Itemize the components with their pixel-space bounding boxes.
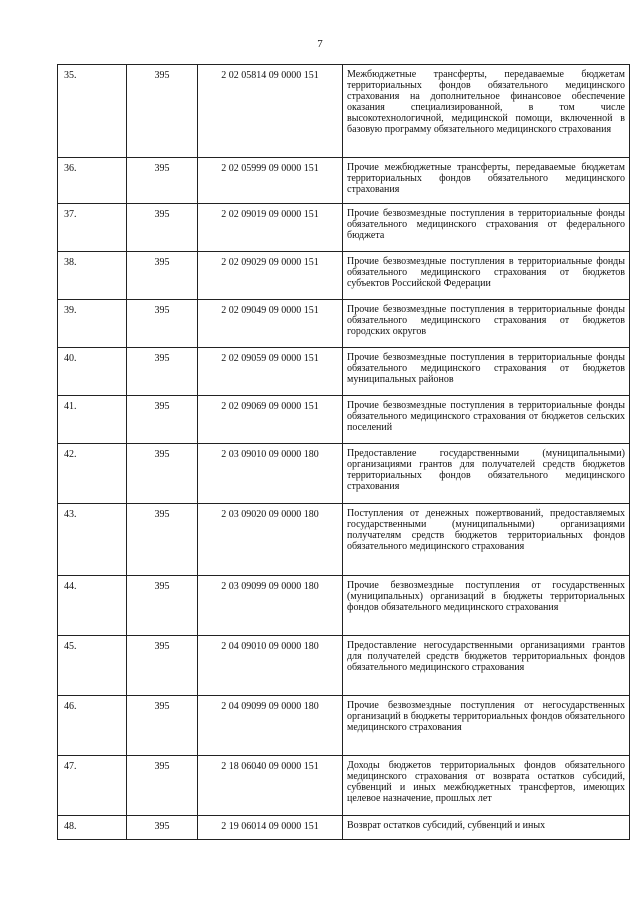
budget-classification-code: 2 04 09010 09 0000 180: [198, 636, 343, 696]
budget-classification-code: 2 02 09029 09 0000 151: [198, 252, 343, 300]
row-number: 44.: [58, 576, 127, 636]
revenue-description: Межбюджетные трансферты, передаваемые бюджетам территориальных фондов обязательного медицинского страхования на дополнительное финансовое обеспечение оказания специализированной, в том числе высокотехнологичной, медицинской помощи, включенной в базовую программу обязательного медицинского страхования: [343, 65, 630, 158]
row-number: 35.: [58, 65, 127, 158]
budget-classification-code: 2 03 09010 09 0000 180: [198, 444, 343, 504]
table-row: [58, 65, 630, 158]
revenue-description: Предоставление государственными (муниципальными) организациями грантов для получателей средств бюджетов территориальных фондов обязательного медицинского страхования: [343, 444, 630, 504]
admin-code: 395: [127, 816, 198, 840]
table-row: [58, 348, 630, 396]
budget-classification-code: 2 02 09059 09 0000 151: [198, 348, 343, 396]
table-row: [58, 576, 630, 636]
revenue-description: Прочие безвозмездные поступления в территориальные фонды обязательного медицинского страхования от бюджетов сельских поселений: [343, 396, 630, 444]
table-row: [58, 636, 630, 696]
revenue-description: Поступления от денежных пожертвований, предоставляемых государственными (муниципальными) организациями получателям средств бюджетов территориальных фондов обязательного медицинского страхования: [343, 504, 630, 576]
admin-code: 395: [127, 158, 198, 204]
admin-code: 395: [127, 252, 198, 300]
page-number: 7: [317, 38, 323, 50]
admin-code: 395: [127, 756, 198, 816]
table-row: [58, 444, 630, 504]
revenue-description: Прочие безвозмездные поступления в территориальные фонды обязательного медицинского страхования от бюджетов городских округов: [343, 300, 630, 348]
budget-classification-code: 2 02 05814 09 0000 151: [198, 65, 343, 158]
table-row: [58, 300, 630, 348]
admin-code: 395: [127, 204, 198, 252]
row-number: 42.: [58, 444, 127, 504]
row-number: 37.: [58, 204, 127, 252]
row-number: 36.: [58, 158, 127, 204]
row-number: 46.: [58, 696, 127, 756]
revenue-description: Прочие безвозмездные поступления в территориальные фонды обязательного медицинского страхования от федерального бюджета: [343, 204, 630, 252]
admin-code: 395: [127, 504, 198, 576]
admin-code: 395: [127, 576, 198, 636]
revenue-description: Прочие межбюджетные трансферты, передаваемые бюджетам территориальных фондов обязательного медицинского страхования: [343, 158, 630, 204]
row-number: 48.: [58, 816, 127, 840]
budget-classification-code: 2 03 09099 09 0000 180: [198, 576, 343, 636]
table-row: [58, 816, 630, 840]
revenue-description: Доходы бюджетов территориальных фондов обязательного медицинского страхования от возврата остатков субсидий, субвенций и иных межбюджетных трансфертов, имеющих целевое назначение, прошлых лет: [343, 756, 630, 816]
budget-classification-code: 2 02 09019 09 0000 151: [198, 204, 343, 252]
row-number: 38.: [58, 252, 127, 300]
table-row: [58, 504, 630, 576]
row-number: 43.: [58, 504, 127, 576]
revenue-description: Предоставление негосударственными организациями грантов для получателей средств бюджетов территориальных фондов обязательного медицинского страхования: [343, 636, 630, 696]
revenue-description: Возврат остатков субсидий, субвенций и иных: [343, 816, 630, 840]
admin-code: 395: [127, 65, 198, 158]
row-number: 47.: [58, 756, 127, 816]
revenue-description: Прочие безвозмездные поступления от негосударственных организаций в бюджеты территориальных фондов обязательного медицинского страхования: [343, 696, 630, 756]
table-row: [58, 696, 630, 756]
revenue-description: Прочие безвозмездные поступления от государственных (муниципальных) организаций в бюджеты территориальных фондов обязательного медицинского страхования: [343, 576, 630, 636]
table-row: [58, 252, 630, 300]
admin-code: 395: [127, 636, 198, 696]
admin-code: 395: [127, 696, 198, 756]
table-row: [58, 204, 630, 252]
row-number: 39.: [58, 300, 127, 348]
table-row: [58, 396, 630, 444]
row-number: 40.: [58, 348, 127, 396]
admin-code: 395: [127, 300, 198, 348]
budget-classification-code: 2 02 09049 09 0000 151: [198, 300, 343, 348]
table-row: [58, 756, 630, 816]
budget-classification-code: 2 19 06014 09 0000 151: [198, 816, 343, 840]
budget-classification-code: 2 18 06040 09 0000 151: [198, 756, 343, 816]
table-row: [58, 158, 630, 204]
budget-classification-code: 2 03 09020 09 0000 180: [198, 504, 343, 576]
budget-classification-code: 2 02 05999 09 0000 151: [198, 158, 343, 204]
admin-code: 395: [127, 348, 198, 396]
row-number: 41.: [58, 396, 127, 444]
budget-classification-code: 2 02 09069 09 0000 151: [198, 396, 343, 444]
admin-code: 395: [127, 396, 198, 444]
row-number: 45.: [58, 636, 127, 696]
admin-code: 395: [127, 444, 198, 504]
revenue-description: Прочие безвозмездные поступления в территориальные фонды обязательного медицинского страхования от бюджетов муниципальных районов: [343, 348, 630, 396]
revenue-description: Прочие безвозмездные поступления в территориальные фонды обязательного медицинского страхования от бюджетов субъектов Российской Федерации: [343, 252, 630, 300]
revenue-codes-table: [57, 64, 630, 840]
budget-classification-code: 2 04 09099 09 0000 180: [198, 696, 343, 756]
